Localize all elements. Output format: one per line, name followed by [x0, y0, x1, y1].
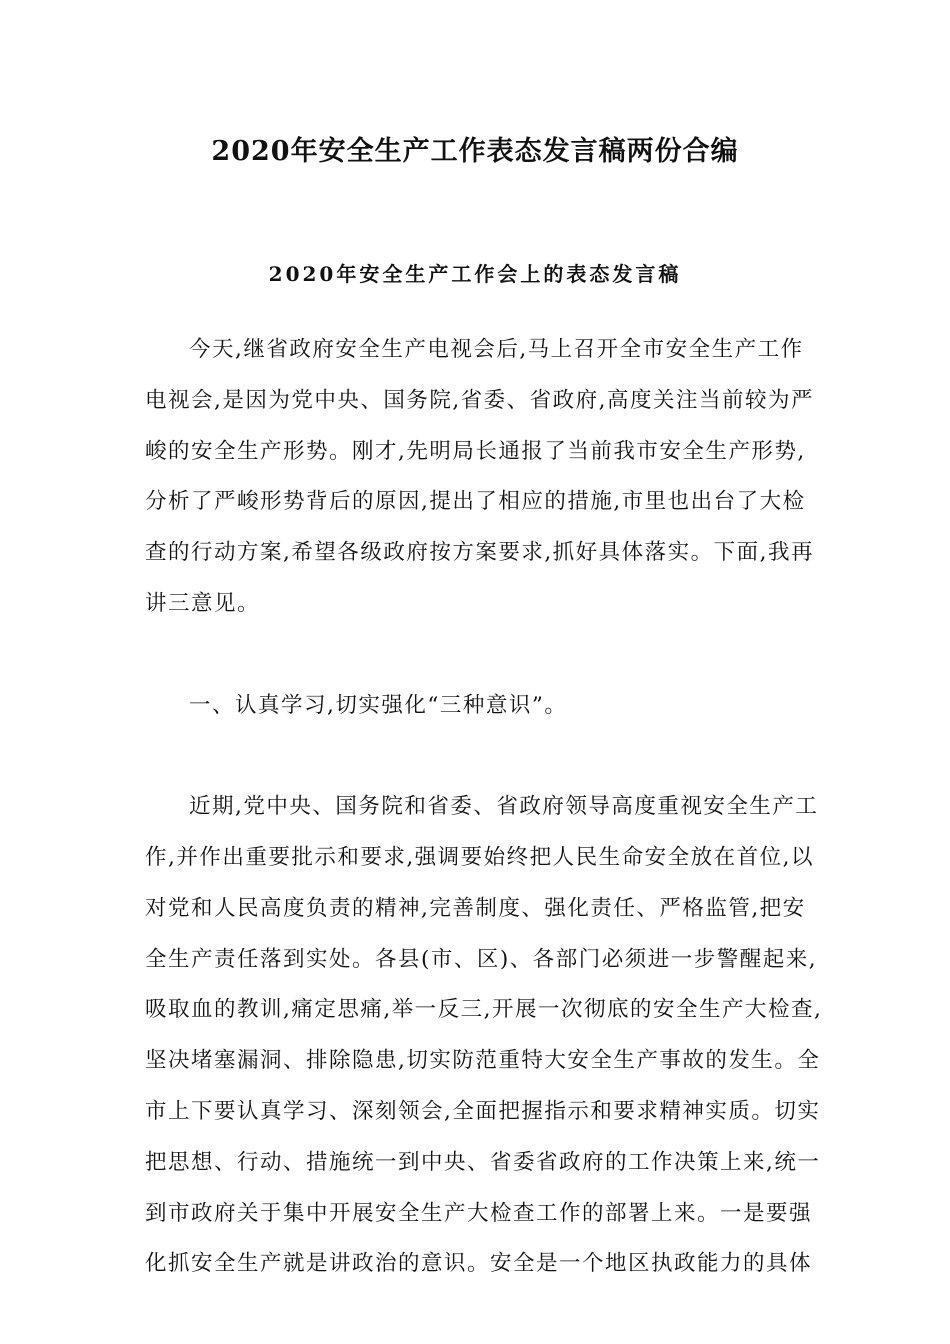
text-line: 全生产责任落到实处。各县(市、区)、各部门必须进一步警醒起来, — [145, 946, 818, 972]
paragraph-body — [145, 782, 823, 1290]
paragraph-intro — [145, 325, 815, 630]
text-line: 市上下要认真学习、深刻领会,全面把握指示和要求精神实质。切实 — [145, 1098, 821, 1124]
text-line: 吸取血的教训,痛定思痛,举一反三,开展一次彻底的安全生产大检查, — [145, 997, 823, 1023]
text-line: 今天,继省政府安全生产电视会后,马上召开全市安全生产工作 — [189, 337, 804, 362]
section-title: 2020年安全生产工作会上的表态发言稿 — [268, 262, 682, 286]
text-line: 一、认真学习,切实强化“三种意识”。 — [189, 692, 568, 718]
paragraph-heading-one — [145, 681, 815, 732]
text-line: 到市政府关于集中开展安全生产大检查工作的部署上来。一是要强 — [145, 1200, 813, 1226]
text-line: 把思想、行动、措施统一到中央、省委省政府的工作决策上来,统一 — [145, 1149, 821, 1175]
document-title: 2020年安全生产工作表态发言稿两份合编 — [211, 136, 739, 167]
paragraph-spacer — [145, 731, 815, 782]
text-line: 电视会,是因为党中央、国务院,省委、省政府,高度关注当前较为严 — [145, 387, 815, 413]
text-line: 近期,党中央、国务院和省委、省政府领导高度重视安全生产工 — [189, 794, 819, 820]
text-line: 坚决堵塞漏洞、排除隐患,切实防范重特大安全生产事故的发生。全 — [145, 1048, 821, 1074]
text-line: 化抓安全生产就是讲政治的意识。安全是一个地区执政能力的具体 — [145, 1251, 813, 1277]
text-line: 查的行动方案,希望各级政府按方案要求,抓好具体落实。下面,我再 — [145, 540, 815, 566]
text-line: 讲三意见。 — [145, 590, 261, 616]
text-line: 峻的安全生产形势。刚才,先明局长通报了当前我市安全生产形势, — [145, 438, 806, 464]
text-line: 分析了严峻形势背后的原因,提出了相应的措施,市里也出台了大检 — [145, 489, 806, 515]
paragraph-spacer — [145, 630, 815, 681]
document-body — [145, 325, 823, 1290]
text-line: 作,并作出重要批示和要求,强调要始终把人民生命安全放在首位,以 — [145, 844, 815, 870]
text-line: 对党和人民高度负责的精神,完善制度、强化责任、严格监管,把安 — [145, 895, 806, 921]
